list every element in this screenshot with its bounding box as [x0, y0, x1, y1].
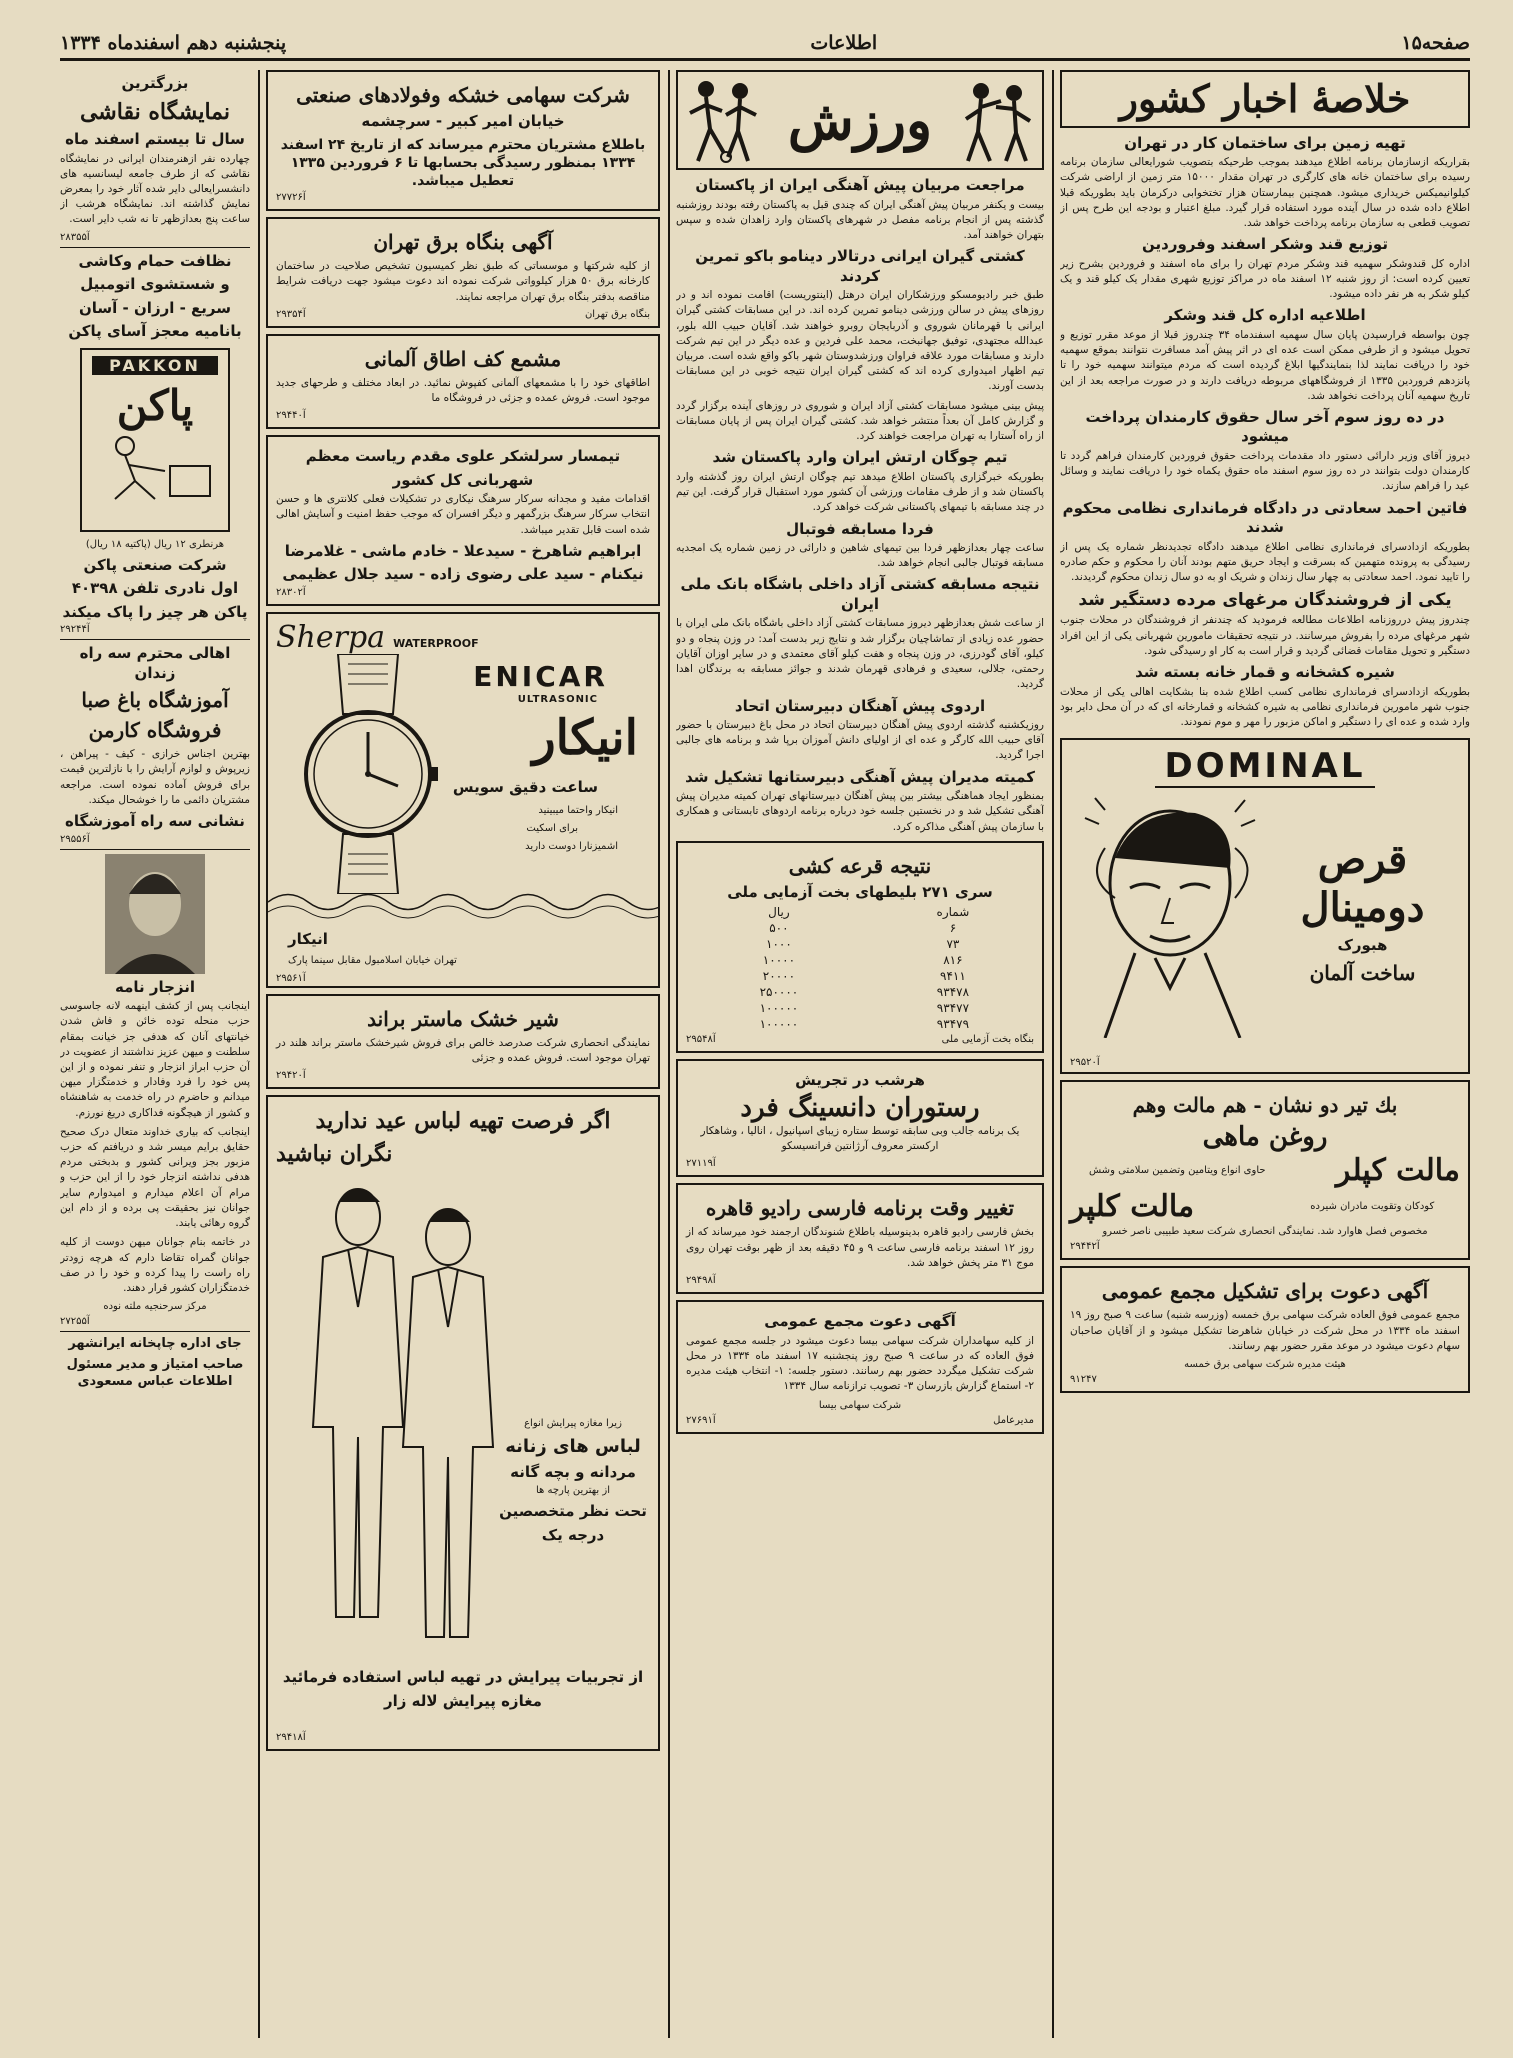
dominal-fa: قرص دومینال: [1300, 836, 1425, 932]
ad-heading: اگر فرصت تهیه لباس عید ندارید: [315, 1108, 611, 1135]
declaration-heading: انزجار نامه: [114, 977, 196, 996]
lottery-col-header: شماره: [936, 905, 970, 920]
lottery-cell: ۱۰۰۰۰۰: [759, 1017, 799, 1032]
ad-heading: نگران نباشید: [276, 1140, 393, 1167]
milk-powder-ad: [266, 994, 660, 1089]
lottery-row: [686, 920, 1034, 936]
ad-code: آ۲۷۱۱۹: [686, 1158, 716, 1170]
ad-code: ۹۱۲۴۷: [1070, 1374, 1097, 1385]
lottery-cell: ۹۳۴۷۸: [936, 985, 970, 1000]
lottery-cell: ۹۴۱۱: [940, 969, 966, 984]
exhibition-pre: بزرگترین: [121, 74, 189, 92]
exhibition-date: سال تا بیستم اسفند ماه: [65, 130, 245, 149]
clothing-line: درجه یک: [541, 1525, 605, 1544]
dominal-made-in: ساخت آلمان: [1309, 960, 1416, 985]
article-body: اداره کل قندوشکر سهمیه قند وشکر مردم تهران را برای ماه اسفند و فروردین بشرح زیر تعیین کرده است: از روز شنبه ۱۲ اسفند ماه در مراکز توزیع شهری مقدار یک کیلو قند و یک کیلو شکر به هر نفر داده میشود.: [1060, 257, 1470, 301]
divider: [60, 639, 250, 640]
lottery-cell: ۸۱۶: [943, 953, 963, 968]
lottery-cell: ۱۰۰۰۰۰: [759, 1001, 799, 1016]
two-men-illustration: [288, 1177, 508, 1647]
dominal-ad: [1060, 738, 1470, 1074]
column-rule: [1052, 70, 1054, 2038]
article-heading: اردوی پیش آهنگان دبیرستان اتحاد: [734, 696, 986, 715]
lottery-cell: ۲۰۰۰۰: [762, 969, 796, 984]
pakkon-head: نظافت حمام وکاشی: [78, 251, 232, 270]
pakkon-box: [80, 348, 230, 532]
dominal-brand: DOMINAL: [1155, 746, 1375, 788]
pakkon-ad: [60, 252, 250, 636]
divider: [60, 1331, 250, 1332]
article-body: چندروز پیش درروزنامه اطلاعات مطالعه فرمودید که چندنفر از فروشندگان در محلات جنوب شهر مرغهای مرده را بفروش میرسانند. در نتیجه تحقیقات مامورین شهربانی یکی از این افراد دستگیر و تحویل مقامات قضائی گردید و قرار است به کار او رسیدگی شود.: [1060, 614, 1470, 657]
lottery-cell: ۹۳۴۷۹: [936, 1017, 970, 1032]
boxers-icon: [956, 77, 1036, 163]
lottery-sign: بنگاه بخت آزمایی ملی: [941, 1034, 1034, 1046]
cleaning-woman-illustration: [85, 431, 225, 501]
column-rule: [668, 70, 670, 2038]
ad-code: آ۲۸۳۵۵: [60, 231, 90, 243]
lottery-cell: ۶: [949, 921, 957, 936]
meeting-heading: آگهی دعوت مجمع عمومی: [764, 1312, 956, 1331]
linoleum-ad: [266, 334, 660, 429]
ad-heading: شیر خشک ماستر براند: [367, 1006, 559, 1031]
article-heading: یکی از فروشندگان مرغهای مرده دستگیر شد: [1078, 590, 1452, 611]
ad-code: آ۲۹۵۲۰: [1070, 1057, 1100, 1069]
pakkon-head: سریع - ارزان - آسان: [79, 298, 231, 317]
man-headache-illustration: [1075, 788, 1265, 1038]
ad-names: ابراهیم شاهرخ - سیدعلا - خادم ماشی - غلامرضا: [284, 541, 642, 560]
article-body: بقراریکه ازسازمان برنامه اطلاع میدهند بموجب طرحیکه بتصویب شورایعالی سازمان برنامه رسیده برای ساختمان خانه های کارگری در تهران مقدار ۱۵۰۰۰ متر زمین از اراضی شرکت کیلوانیمیکس خریداری میشود. همچنین بیمارستان هزار تختخوابی درکرمان باید بطوریکه قبلا اطلاع داده شده در سال آینده مورد استفاده قرار گیرد. مبلغ اعتبار و بودجه این طرح پس از تصویب قطعی به سازمان برنامه پرداخت خواهد شد.: [1060, 156, 1470, 229]
school-ad: [60, 644, 250, 844]
article-body: بمنظور ایجاد هماهنگی بیشتر بین پیش آهنگان دبیرستانهای تهران کمیته مدیران پیش آهنگی تشکیل شد و در نخستین جلسه خود درباره برنامه اردوهای تابستانی و همکاری با سازمان پیش آهنگی مذاکره کرد.: [676, 790, 1044, 833]
assembly-notice: [1060, 1266, 1470, 1393]
imprint: صاحب امتیاز و مدیر مسئول اطلاعات عباس مسعودی: [66, 1357, 244, 1389]
lottery-cell: ۷۳: [946, 937, 960, 952]
article-heading: کمیته مدیران پیش آهنگی دبیرستانها تشکیل شد: [685, 767, 1035, 786]
ad-code: آ۲۹۲۴۴: [60, 624, 90, 636]
enicar-line: انیکار واحتما میبینید: [538, 804, 618, 816]
ad-code: آ۲۹۴۴۲: [1070, 1241, 1100, 1253]
article-body: پیش بینی میشود مسابقات کشتی آزاد ایران و شوروی در روزهای آینده برگزار گردد و گزارش کامل آن بعداً منتشر خواهد شد. کشتی گیران ایران پس از پایان مسابقات از راه آستارا به تهران مراجعت خواهند کرد.: [676, 399, 1044, 443]
ad-body: اقدامات مفید و مجدانه سرکار سرهنگ نیکاری در تشکیلات فعلی کلانتری ها و حسن انتخاب سرکار سرهنگ بزرگمهر و دیگر افسران که موجب حفظ امنیت و آسایش اهالی شده است قابل تقدیر میباشد.: [276, 493, 650, 536]
divider: [60, 849, 250, 850]
ad-body: باطلاع مشتریان محترم میرساند که از تاریخ ۲۴ اسفند ۱۳۳۴ بمنظور رسیدگی بحسابها تا ۶ فروردین ۱۳۳۵ تعطیل میباشد.: [280, 136, 646, 189]
column-sports: [676, 70, 1044, 2038]
radio-body: بخش فارسی رادیو قاهره بدینوسیله باطلاع شنوندگان ارجمند خود میرساند که از روز ۱۲ اسفند برنامه فارسی ساعت ۹ و ۴۵ دقیقه بعد از ظهر بوقت تهران روی موج ۳۱ متر پخش خواهد شد.: [686, 1226, 1034, 1269]
steel-company-ad: [266, 70, 660, 211]
dominal-company: هبورک: [1337, 936, 1388, 955]
divider: [60, 247, 250, 248]
lottery-row: [686, 936, 1034, 952]
restaurant-name: رستوران دانسینگ فرد: [740, 1092, 980, 1123]
lottery-cell: ۲۵۰۰۰۰: [759, 985, 799, 1000]
article-body: بطوریکه ازدادسرای فرمانداری نظامی کسب اطلاع شده بنا بشکایت اهالی یکی از محلات جنوب شهر مامورین فرمانداری نظامی به شیره کشخانه و قمارخانه ای که در آن محل دایر بود وارد شده و عده ای را دستگیر و اماکن مزبور را مهر و موم نمودند.: [1060, 685, 1470, 728]
article-body: ساعت چهار بعدازظهر فردا بین تیمهای شاهین و دارائی در زمین شماره یک امجدیه مسابقه فوتبال جالبی انجام خواهد شد.: [676, 542, 1044, 570]
pakkon-fa: پاکن: [116, 380, 194, 430]
radio-notice: [676, 1183, 1044, 1294]
masthead: [60, 28, 1470, 61]
lottery-cell: ۹۳۴۷۷: [936, 1001, 970, 1016]
declaration-sign: مرکز سرحنجیه ملته نوده: [103, 1301, 207, 1313]
ad-code: آ۲۹۵۴۸: [686, 1034, 716, 1046]
enicar-sub: ساعت دقیق سویس: [452, 777, 598, 796]
enicar-brand: ENICAR: [473, 659, 608, 693]
ad-code: آ۲۹۴۴۰: [276, 410, 306, 422]
lottery-cell: ۵۰۰: [769, 921, 789, 936]
pakkon-price: هرنطری ۱۲ ریال (پاکتیه ۱۸ ریال): [85, 538, 225, 550]
lottery-col-header: ریال: [768, 905, 790, 920]
page-number: صفحه۱۵: [1401, 32, 1470, 54]
article-heading: تهیه زمین برای ساختمان کار در تهران: [1124, 133, 1406, 152]
enicar-waterproof: WATERPROOF: [393, 636, 479, 650]
pakkon-brand: PAKKON: [92, 356, 218, 375]
assembly-body: مجمع عمومی فوق العاده شرکت سهامی برق خمسه (وزرسه شنبه) ساعت ۹ صبح روز ۱۹ اسفند ماه ۱۳۳۴ در محل شرکت در خیابان شاهرضا تشکیل میشود و از آقایان صاحبان سهام دعوت میشود در موعد مقرر حضور بهم رسانند.: [1070, 1309, 1460, 1352]
lottery-title: نتیجه قرعه کشی: [788, 853, 932, 878]
pakkon-head: بانامیه معجز آسای پاکن: [68, 322, 242, 341]
pakkon-company: شرکت صنعتی پاکن: [83, 555, 227, 574]
lottery-row: [686, 1000, 1034, 1016]
enicar-line: اشمیزنارا دوست دارید: [525, 840, 618, 852]
article-heading: تیم چوگان ارتش ایران وارد پاکستان شد: [712, 448, 1008, 467]
article-heading: در ده روز سوم آخر سال حقوق کارمندان پرداخت میشود: [1085, 407, 1445, 446]
meeting-sign2: مدیرعامل: [993, 1414, 1034, 1426]
article-body: از ساعت شش بعدازظهر دیروز مسابقات کشتی آزاد داخلی باشگاه بانک ملی ایران با حضور عده زیادی از تماشاچیان برگزار شد و نتایج زیر بدست آمد: در وزن پنجاه و دو کیلو، آقای گودرزی، در وزن پنجاه و هفت کیلو آقای معتمدی و در سایر اوزان آقایان رحمتی، جلالی، سعیدی و فرهادی قهرمان شدند و جوائز مسابقه به برندگان اهدا گردید.: [676, 617, 1044, 691]
lottery-results: [676, 841, 1044, 1054]
declaration: [60, 978, 250, 1328]
ad-heading: تیمسار سرلشکر علوی مقدم ریاست معظم: [305, 447, 621, 466]
enicar-address: تهران خیابان اسلامبول مقابل سینما پارک: [288, 954, 457, 966]
enicar-ad: [266, 612, 660, 988]
meeting-body: از کلیه سهامداران شرکت سهامی بیسا دعوت میشود در جلسه مجمع عمومی فوق العاده که در ساعت ۹ صبح روز پنجشنبه ۱۷ اسفند ماه ۱۳۳۴ در محل شرکت تشکیل میگردد حضور بهم رسانند. دستور جلسه: ۱- انتخاب هیئت مدیره ۲- استماع گزارش بازرسان ۳- تصویب ترازنامه سال ۱۳۳۴: [686, 1334, 1034, 1393]
ad-body: نمایندگی انحصاری شرکت صدرصد خالص برای فروش شیرخشک ماستر براند هلند در تهران موجود است. فروش عمده و جزئی: [276, 1036, 650, 1065]
school-address: نشانی سه راه آموزشگاه: [65, 812, 245, 831]
exhibition-heading: نمایشگاه نقاشی: [79, 98, 231, 125]
ad-code: آ۲۹۴۹۸: [686, 1275, 716, 1287]
kepler-desc: حاوی انواع ویتامین وتضمین سلامتی وشش: [1088, 1165, 1266, 1177]
article-body: چون بواسطه فرارسیدن پایان سال سهمیه اسفندماه ۳۴ چندروز قبلا از موعد مقرر توزیع و تحویل میشود و از طرفی ممکن است عده ای در اثر پیش آمد مسافرت نتوانند بموقع سهمیه خود را دریافت نمایند لذا بنمایندگیها ابلاغ گردیده است که مردم میتوانند سهمیه خود را تا پانزدهم فروردین ۱۳۳۵ از فروشگاههای مربوطه دریافت دارند و در صورت مراجعه بعد از این تاریخ سهمیه آنان پرداخت نخواهد شد.: [1060, 328, 1470, 402]
sports-title: ورزش: [787, 87, 933, 152]
issue-date: پنجشنبه دهم اسفندماه ۱۳۳۴: [60, 32, 287, 54]
article-heading: شیره کشخانه و قمار خانه بسته شد: [1135, 663, 1395, 681]
clothing-line: از بهترین پارچه ها: [536, 1485, 610, 1497]
meeting-sign: شرکت سهامی بیسا: [818, 1399, 902, 1411]
enicar-ultrasonic: ULTRASONIC: [517, 693, 598, 705]
ad-address: خیابان امیر کبیر - سرچشمه: [361, 112, 565, 130]
lottery-row: [686, 1016, 1034, 1032]
ad-code: آ۲۹۳۵۴: [276, 308, 306, 320]
kepler-name: مالت کلپر: [1070, 1189, 1195, 1225]
column-ads: [266, 70, 660, 2038]
clothing-shop: مغازه پیرایش لاله زار: [384, 1691, 542, 1710]
ad-code: آ۲۹۴۱۸: [276, 1732, 306, 1744]
ad-heading: شهربانی کل کشور: [392, 470, 534, 489]
clothing-text: [498, 1417, 648, 1547]
pakkon-tel: اول نادری تلفن ۴۰۳۹۸: [71, 579, 239, 598]
restaurant-ad: [676, 1059, 1044, 1177]
article-body: بطوریکه خبرگزاری پاکستان اطلاع میدهد تیم چوگان ارتش ایران روز گذشته وارد پاکستان شد و از طرف مقامات ورزشی آن کشور مورد استقبال قرار گرفت. این تیم در چند مسابقه با تیمهای پاکستانی شرکت خواهد کرد.: [676, 470, 1044, 514]
pakkon-slogan: پاکن هر چیز را پاک میکند: [62, 602, 248, 621]
school-body: بهترین اجناس خرازی - کیف - پیراهن ، زیرپوش و لوازم آرایش را با نازلترین قیمت برای فروش آماده نموده است. مراجعه مشتریان دائمی ما را خوشحال میکند.: [60, 748, 250, 806]
enicar-foot: انیکار: [288, 930, 328, 949]
enicar-script: Sherpa: [276, 619, 386, 655]
article-heading: فردا مسابقه فوتبال: [786, 519, 934, 538]
pakkon-head: و شستشوی اتومبیل: [80, 275, 230, 294]
school-head: اهالی محترم سه راه زندان: [79, 644, 231, 682]
ad-code: آ۲۸۳۰۲: [276, 586, 306, 598]
clothing-line: لباس های زنانه: [505, 1436, 641, 1458]
assembly-heading: آگهی دعوت برای تشکیل مجمع عمومی: [1101, 1279, 1429, 1304]
ad-heading: مشمع کف اطاق آلمانی: [364, 346, 562, 371]
restaurant-pre: هرشب در تجریش: [795, 1071, 925, 1090]
lottery-cell: ۱۰۰۰: [766, 937, 792, 952]
kepler-ad: [1060, 1080, 1470, 1260]
article-heading: توزیع قند وشکر اسفند وفروردین: [1142, 235, 1388, 254]
news-title-box: [1060, 70, 1470, 128]
ad-code: آ۲۷۲۵۵: [60, 1316, 90, 1328]
declaration-body: در خاتمه بنام جوانان میهن دوست از کلیه جوانان گمراه تقاضا دارم که هرچه زودتر راه راست را پیدا کرده و خود را در صف خدمتگزاران کشور قرار دهند.: [60, 1236, 250, 1294]
paper-name: اطلاعات: [810, 32, 878, 54]
radio-heading: تغییر وقت برنامه فارسی رادیو قاهره: [705, 1196, 1015, 1221]
clothing-cta: از تجربیات پیرایش در تهیه لباس استفاده فرمائید: [282, 1667, 644, 1686]
ad-code: آ۲۷۷۲۶: [276, 192, 306, 204]
enicar-fa: انیکار: [532, 709, 638, 766]
column-rule: [258, 70, 260, 2038]
column-left: [60, 70, 250, 2038]
declaration-body: اینجانب که بیاری خداوند متعال درک صحیح حقایق برایم میسر شد و دریافتم که حزب مزبور بجز ویرانی کشور و بدبختی مردم هدفی نداشته انزجار خود را از این حزب و مرام آن اعلام میدارم و امیدوارم سایر جوانان نیز بحقیقت پی برده و از دام این گروه رهائی یابند.: [60, 1125, 250, 1230]
restaurant-body: یک برنامه جالب وبی سابقه توسط ستاره زیبای اسپانیول ، انالیا ، وشاهکار ارکستر معروف آرژانتین فرانسیسکو: [700, 1125, 1020, 1153]
lottery-subtitle: سری ۲۷۱ بلیطهای بخت آزمایی ملی: [727, 882, 993, 901]
article-body: بیست و یکنفر مربیان پیش آهنگی ایران که چندی قبل به پاکستان رفته بودند روزشنبه گذشته پس از انجام برنامه مفصل در شهرهای پاکستان وارد زاهدان شده و سپس بتهران خواهند آمد.: [676, 198, 1044, 241]
ad-code: آ۲۷۶۹۱: [686, 1414, 716, 1426]
declaration-body: اینجانب پس از کشف اینهمه لانه جاسوسی حزب منحله توده خائن و فاش شدن خیانتهای آنان که هدفی جز خیانت بمقام سلطنت و میهن عزیز نداشتند از عضویت در آن حزب ابراز انزجار و تنفر نموده و از این پس خود را فرد وفادار و خدمتگزار میهن میدانم و حاضرم در راه خدمت به شاهنشاه و کشور از هیچگونه فداکاری دریغ نورزم.: [60, 1000, 250, 1119]
lottery-row: [686, 968, 1034, 984]
lottery-cell: ۱۰۰۰۰: [762, 953, 796, 968]
clothing-line: مردانه و بچه گانه: [510, 1462, 636, 1481]
clothing-line: زیرا مغازه پیرایش انواع: [524, 1418, 622, 1430]
ad-body: اطاقهای خود را با مشمعهای آلمانی کفپوش نمائید. در ابعاد مختلف و طرحهای جدید موجود است. فروش عمده و جزئی در فروشگاه ما: [276, 376, 650, 404]
kepler-head2: روغن ماهی: [1202, 1122, 1328, 1153]
footballers-icon: [684, 77, 764, 163]
electric-agency-ad: [266, 217, 660, 328]
ad-code: آ۲۹۴۲۰: [276, 1070, 306, 1082]
imprint: جای اداره چاپخانه ایرانشهر: [68, 1336, 242, 1352]
article-heading: اطلاعیه اداره کل قند وشکر: [1164, 306, 1366, 325]
ad-sign: بنگاه برق تهران: [584, 308, 650, 320]
portrait-photo: [105, 854, 205, 974]
article-body: دیروز آقای وزیر دارائی دستور داد مقدمات پرداخت حقوق فروردین کارمندان فراهم گردد تا کارمندان دولت بتوانند در ده روز سوم اسفند ماه حقوق یکماه خود را دریافت نمایند و وسائل عید را فراهم سازند.: [1060, 449, 1470, 493]
waves-illustration: [268, 882, 658, 922]
news-section-title: خلاصهٔ اخبار کشور: [1119, 76, 1411, 121]
school-name2: فروشگاه کارمن: [88, 718, 222, 743]
article-heading: فاتین احمد سعادتی در دادگاه فرمانداری نظامی محکوم شدند: [1062, 498, 1468, 537]
ad-heading: شرکت سهامی خشکه وفولادهای صنعتی: [296, 83, 630, 107]
school-name: آموزشگاه باغ صبا: [81, 688, 229, 713]
enicar-line: برای اسکیت: [526, 822, 578, 834]
meeting-notice: [676, 1300, 1044, 1433]
sports-title-box: [676, 70, 1044, 170]
lottery-row: [686, 952, 1034, 968]
ad-heading: آگهی بنگاه برق تهران: [373, 230, 553, 255]
article-body: طبق خبر رادیومسکو ورزشکاران ایران درهتل (اینتوریست) اقامت نموده اند و در روزهای پیش در سالن ورزشی دینامو تمرین کرده اند. در این مسابقات کشتی گیران ایرانی با قهرمانان شوروی و آذربایجان روبرو خواهند شد. آقایان حبیب الله بلور، عبدالله مجتهدی، توفیق جهانبخت، محمد علی فردین و عده دیگر در این تیم شرکت دارند و مسابقات مورد علاقه فراوان ورزشدوستان شهر باکو واقع شده است. مربیان تیم اظهار امیدواری کرده اند که کشتی گیران ایران نتیجه خوبی در این مسابقات بدست آورند.: [676, 289, 1044, 393]
clothing-ad: [266, 1095, 660, 1751]
article-heading: مراجعت مربیان پیش آهنگی ایران از پاکستان: [695, 176, 1025, 194]
wristwatch-illustration: [278, 654, 458, 894]
ad-body: از کلیه شرکتها و موسساتی که طبق نظر کمیسیون تشخیص صلاحیت در ساختمان کارخانه برق ۵۰ هزار کیلوواتی شرکت نموده اند دعوت میشود جهت دریافت شرایط مناقصه بدفتر بنگاه برق تهران مراجعه نمایند.: [276, 260, 650, 303]
ad-code: آ۲۹۵۶۱: [276, 972, 306, 984]
kepler-desc: کودکان وتقویت مادران شیرده: [1310, 1201, 1435, 1213]
article-body: روزیکشنبه گذشته اردوی پیش آهنگان دبیرستان اتحاد در محل باغ دبیرستان با حضور آقای حبیب الله کارگر و عده ای از اولیای دانش آموزان برپا شد و برنامه های جالبی اجرا گردید.: [676, 719, 1044, 762]
article-heading: کشتی گیران ایرانی درتالار دینامو باکو تمرین کردند: [695, 247, 1025, 285]
article-body: بطوریکه ازدادسرای فرمانداری نظامی اطلاع میدهند دادگاه تجدیدنظر شماره یک پس از رسیدگی به پرونده متهمین که بسرقت و ایجاد حریق متهم بودند آنان را محکوم و حکم صادره را تایید نمود. احمد سعادتی به چهار سال زندان و شریک او به دو سال زندان محکوم گردیدند.: [1060, 540, 1470, 584]
kepler-distributor: مخصوص فصل هاوارد شد. نمایندگی انحصاری شرکت سعید طبیبی ناصر خسرو: [1102, 1226, 1428, 1238]
lottery-table: [686, 904, 1034, 1032]
police-thanks-ad: [266, 435, 660, 606]
article-heading: نتیجه مسابقه کشتی آزاد داخلی باشگاه بانک ملی ایران: [680, 575, 1040, 613]
column-news-summary: [1060, 70, 1470, 2038]
kepler-head: بك تیر دو نشان - هم مالت وهم: [1132, 1093, 1398, 1118]
assembly-sign: هیئت مدیره شرکت سهامی برق خمسه: [1184, 1359, 1346, 1370]
kepler-name: مالت کپلر: [1335, 1153, 1460, 1189]
clothing-line: تحت نظر متخصصین: [499, 1502, 647, 1521]
exhibition-ad: [60, 74, 250, 243]
ad-names: نیکنام - سید علی رضوی زاده - سید جلال عظیمی: [282, 565, 644, 584]
lottery-row: [686, 984, 1034, 1000]
exhibition-body: چهارده نفر ازهنرمندان ایرانی در نمایشگاه نقاشی که از طرف جامعه لیسانسیه های دانشسرایعالی دایر شده آثار خود را بمعرض نمایش گذاشته اند. نمایشگاه هرشب از ساعت پنج بعدازظهر تا نه شب دایر است.: [60, 152, 250, 226]
ad-code: آ۲۹۵۵۶: [60, 833, 90, 845]
